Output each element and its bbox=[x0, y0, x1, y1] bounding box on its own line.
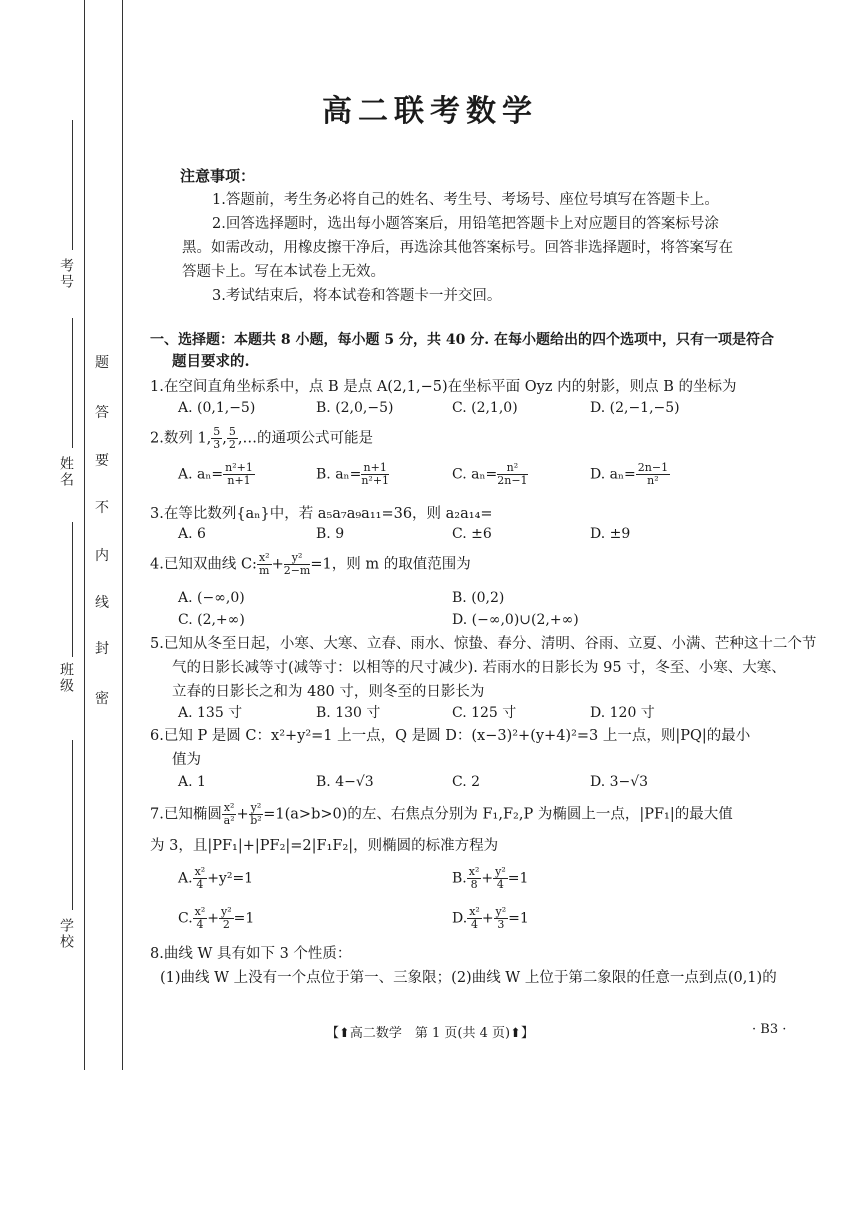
q4-option-d: D. (−∞,0)∪(2,+∞) bbox=[452, 612, 579, 628]
q3-option-a: A. 6 bbox=[178, 526, 206, 542]
q2-option-b: B. aₙ= $\frac{n+1}{\text{n²+1}}$ bbox=[316, 461, 390, 487]
class-label: 班级 bbox=[58, 662, 74, 694]
q3-option-b: B. 9 bbox=[316, 526, 345, 542]
notice-heading: 注意事项： bbox=[180, 167, 256, 185]
seal-char: 线 bbox=[95, 595, 109, 611]
q5-option-a: A. 135 寸 bbox=[178, 705, 243, 721]
q4-option-c: C. (2,+∞) bbox=[178, 612, 245, 628]
binding-line-outer bbox=[84, 0, 85, 1070]
seal-char: 要 bbox=[95, 453, 109, 469]
q4-option-a: A. (−∞,0) bbox=[178, 590, 245, 606]
q8-stem: 8.曲线 W 具有如下 3 个性质： bbox=[150, 946, 352, 962]
page-footer: 【⬆高二数学 第 1 页(共 4 页)⬆】 bbox=[325, 1026, 534, 1041]
class-underline bbox=[72, 522, 73, 657]
name-label: 姓名 bbox=[58, 456, 74, 488]
q7-option-a: A. $\frac{\text{x²}}{4}$ +y²=1 bbox=[178, 865, 254, 891]
notice-line: 答题卡上。写在本试卷上无效。 bbox=[182, 264, 385, 280]
q7-option-b: B. $\frac{\text{x²}}{8}$ + $\frac{\text{y²}}{4}$ =1 bbox=[452, 865, 529, 891]
paper-code: · B3 · bbox=[752, 1022, 787, 1037]
q6-option-a: A. 1 bbox=[178, 774, 206, 790]
seal-char: 内 bbox=[95, 548, 109, 564]
school-label: 学校 bbox=[58, 918, 74, 950]
q1-option-d: D. (2,−1,−5) bbox=[590, 400, 680, 416]
q1-option-b: B. (2,0,−5) bbox=[316, 400, 394, 416]
name-underline bbox=[72, 318, 73, 448]
q7-stem-cont: 为 3，且|PF₁|+|PF₂|=2|F₁F₂|，则椭圆的标准方程为 bbox=[150, 838, 499, 854]
q3-option-c: C. ±6 bbox=[452, 526, 492, 542]
notice-line: 2.回答选择题时，选出每小题答案后，用铅笔把答题卡上对应题目的答案标号涂 bbox=[212, 216, 719, 232]
notice-line: 1.答题前，考生务必将自己的姓名、考生号、考场号、座位号填写在答题卡上。 bbox=[212, 192, 719, 208]
exam-no-label: 考号 bbox=[58, 258, 74, 290]
q6-option-b: B. 4−√3 bbox=[316, 774, 374, 790]
seal-char: 题 bbox=[95, 355, 109, 371]
q7-stem: 7.已知椭圆 $\frac{\text{x²}}{\text{a²}}$ + $\frac{\text{y²}}{\text{b²}}$ =1(a>b>0)的左、右焦点分别为 F₁,F₂,P 为椭圆上一点，|PF₁|的最大值 bbox=[150, 801, 733, 827]
school-underline bbox=[72, 740, 73, 910]
q4-stem: 4.已知双曲线 C: $\frac{\text{x²}}{m}$ + $\frac{\text{y²}}{2-m}$ =1，则 m 的取值范围为 bbox=[150, 551, 471, 577]
q2-option-c: C. aₙ= $\frac{\text{n²}}{2n-1}$ bbox=[452, 461, 528, 487]
page-title: 高二联考数学 bbox=[322, 94, 538, 129]
section-heading: 一、选择题：本题共 8 小题，每小题 5 分，共 40 分. 在每小题给出的四个选项中，只有一项是符合 bbox=[150, 332, 774, 348]
q2-option-d: D. aₙ= $\frac{2n-1}{\text{n²}}$ bbox=[590, 461, 669, 487]
q1-stem: 1.在空间直角坐标系中，点 B 是点 A(2,1,−5)在坐标平面 Oyz 内的射影，则点 B 的坐标为 bbox=[150, 379, 737, 395]
q5-option-c: C. 125 寸 bbox=[452, 705, 517, 721]
seal-char: 密 bbox=[95, 691, 109, 707]
q5-stem-cont: 立春的日影长之和为 480 寸，则冬至的日影长为 bbox=[172, 684, 485, 700]
q2-stem: 2.数列 1, $\frac{5}{3}$ , $\frac{5}{2}$ ,…的通项公式可能是 bbox=[150, 425, 373, 451]
notice-line: 3.考试结束后，将本试卷和答题卡一并交回。 bbox=[212, 288, 502, 304]
seal-char: 封 bbox=[95, 641, 109, 657]
seal-char: 不 bbox=[95, 500, 109, 516]
q6-option-d: D. 3−√3 bbox=[590, 774, 649, 790]
q3-stem: 3.在等比数列{aₙ}中，若 a₅a₇a₉a₁₁=36，则 a₂a₁₄= bbox=[150, 506, 493, 522]
q8-stem-cont: (1)曲线 W 上没有一个点位于第一、三象限；(2)曲线 W 上位于第二象限的任意一点到点(0,1)的 bbox=[160, 970, 777, 986]
q5-stem: 5.已知从冬至日起，小寒、大寒、立春、雨水、惊蛰、春分、清明、谷雨、立夏、小满、芒种这十二个节 bbox=[150, 636, 817, 652]
q5-stem-cont: 气的日影长减等寸(减等寸：以相等的尺寸减少). 若雨水的日影长为 95 寸，冬至、小寒、大寒、 bbox=[172, 660, 786, 676]
q7-option-d: D. $\frac{\text{x²}}{4}$ + $\frac{\text{y²}}{3}$ =1 bbox=[452, 905, 529, 931]
q4-option-b: B. (0,2) bbox=[452, 590, 505, 606]
exam-no-underline bbox=[72, 120, 73, 250]
notice-line: 黑。如需改动，用橡皮擦干净后，再选涂其他答案标号。回答非选择题时，将答案写在 bbox=[182, 240, 733, 256]
q2-option-a: A. aₙ= $\frac{\text{n²+1}}{n+1}$ bbox=[178, 461, 253, 487]
q5-option-b: B. 130 寸 bbox=[316, 705, 381, 721]
binding-line-inner bbox=[122, 0, 123, 1070]
q1-option-c: C. (2,1,0) bbox=[452, 400, 518, 416]
q6-option-c: C. 2 bbox=[452, 774, 481, 790]
q3-option-d: D. ±9 bbox=[590, 526, 631, 542]
q5-option-d: D. 120 寸 bbox=[590, 705, 655, 721]
q6-stem: 6.已知 P 是圆 C：x²+y²=1 上一点，Q 是圆 D：(x−3)²+(y+4)²=3 上一点，则|PQ|的最小 bbox=[150, 728, 751, 744]
section-heading-cont: 题目要求的. bbox=[172, 353, 250, 370]
q7-option-c: C. $\frac{\text{x²}}{4}$ + $\frac{\text{y²}}{2}$ =1 bbox=[178, 905, 255, 931]
seal-char: 答 bbox=[95, 405, 109, 421]
q6-stem-cont: 值为 bbox=[172, 752, 201, 768]
q1-option-a: A. (0,1,−5) bbox=[178, 400, 256, 416]
